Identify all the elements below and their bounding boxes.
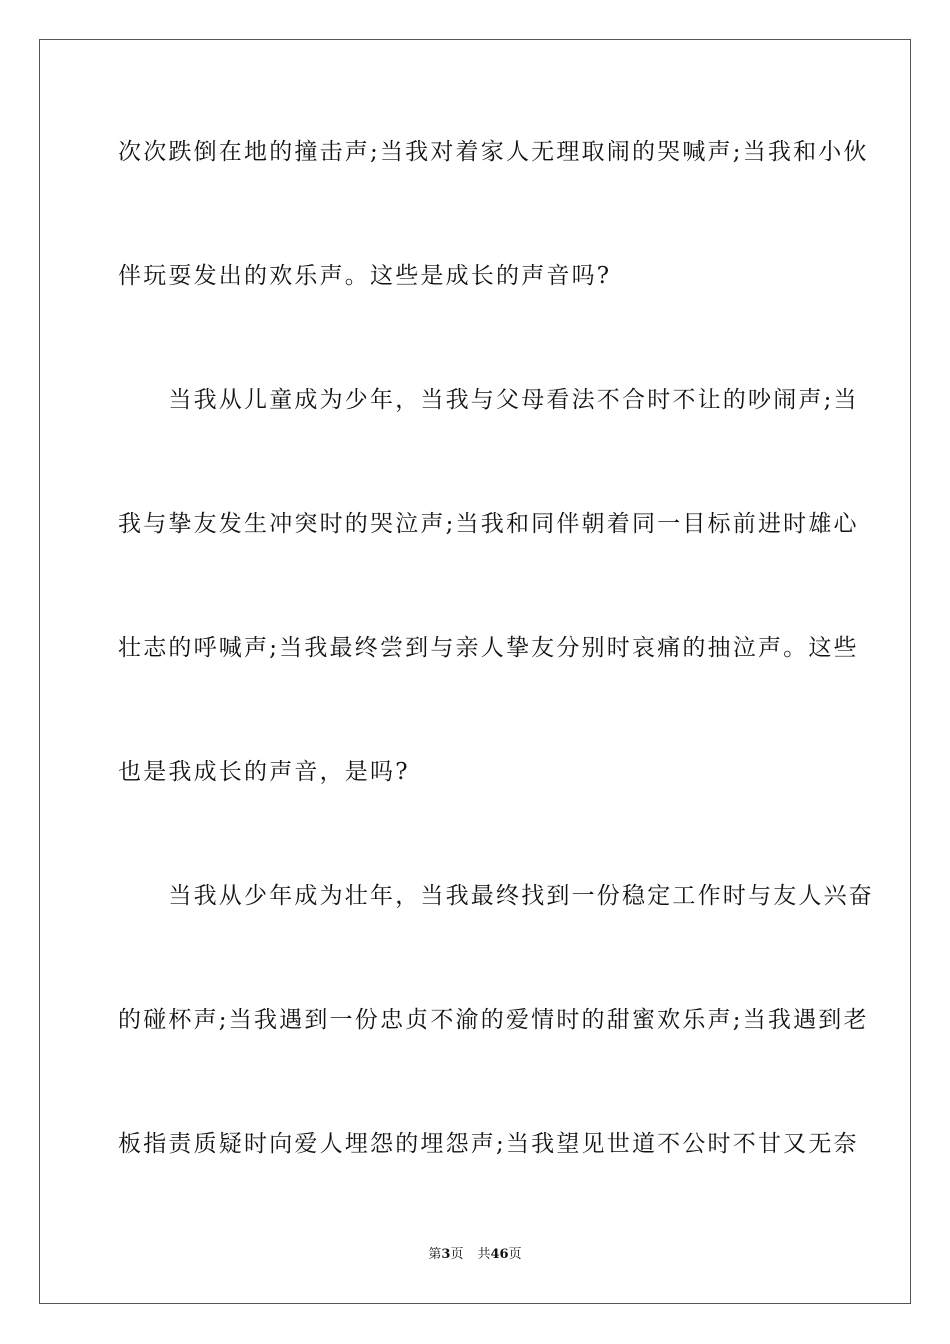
total-suffix: 页 [508, 1247, 522, 1262]
body-line: 壮志的呼喊声;当我最终尝到与亲人挚友分别时哀痛的抽泣声。这些 [118, 635, 859, 661]
page-number: 3 [441, 1247, 451, 1262]
body-line: 我与挚友发生冲突时的哭泣声;当我和同伴朝着同一目标前进时雄心 [118, 511, 859, 537]
body-line: 次次跌倒在地的撞击声;当我对着家人无理取闹的哭喊声;当我和小伙 [118, 139, 869, 165]
body-line: 板指责质疑时向爱人埋怨的埋怨声;当我望见世道不公时不甘又无奈 [118, 1131, 859, 1157]
page-prefix: 第 [428, 1247, 442, 1262]
body-line: 伴玩耍发出的欢乐声。这些是成长的声音吗? [118, 263, 612, 289]
body-line: 的碰杯声;当我遇到一份忠贞不渝的爱情时的甜蜜欢乐声;当我遇到老 [118, 1007, 869, 1033]
paragraph-start-line: 当我从少年成为壮年，当我最终找到一份稳定工作时与友人兴奋 [118, 883, 874, 909]
page-footer [0, 1246, 950, 1264]
body-line: 也是我成长的声音，是吗? [118, 759, 410, 785]
page-suffix: 页 [450, 1247, 464, 1262]
total-prefix: 共 [477, 1247, 491, 1262]
total-pages: 46 [490, 1247, 509, 1262]
paragraph-start-line: 当我从儿童成为少年，当我与父母看法不合时不让的吵闹声;当 [118, 387, 859, 413]
page-border [39, 39, 911, 1304]
